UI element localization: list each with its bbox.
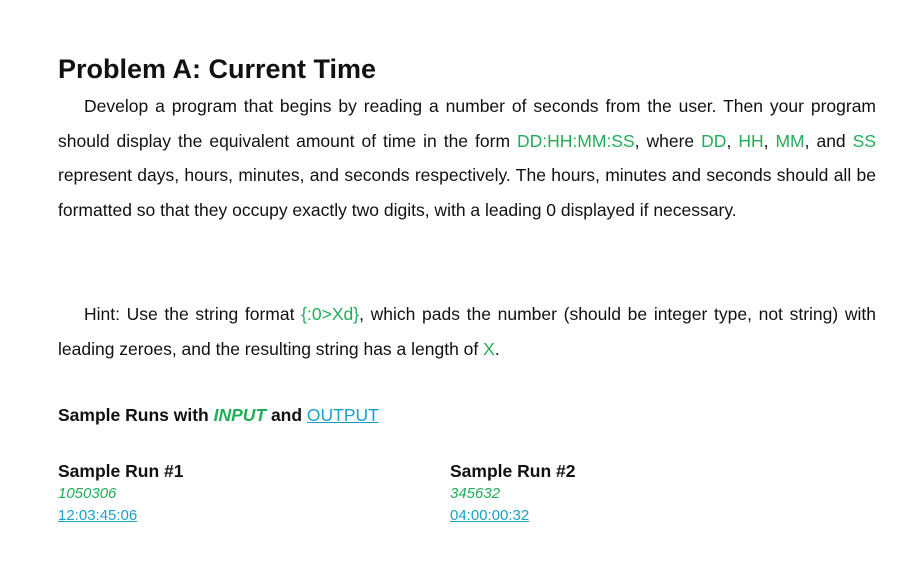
description-text-1: Develop a program that begins by reading a number of seconds from the user. Then your program should display the equivalent amount of time in the form	[58, 96, 876, 151]
heading-and: and	[266, 405, 307, 425]
hint-format-spec: {:0>Xd}	[301, 304, 360, 324]
hint-paragraph	[58, 297, 876, 366]
format-dd-hh-mm-ss: DD:HH:MM:SS	[517, 130, 635, 151]
separator-and: , and	[804, 130, 853, 151]
sample-run-1	[58, 459, 183, 527]
heading-prefix: Sample Runs with	[58, 405, 214, 425]
term-mm: MM	[775, 130, 805, 151]
sample-run-2	[450, 459, 575, 527]
heading-input-label: INPUT	[213, 405, 267, 425]
sample-runs-heading	[58, 405, 379, 426]
description-text-3: represent days, hours, minutes, and seconds respectively. The hours, minutes and seconds should all be formatted so that they occupy exactly two digits, with a leading 0 displayed if necessary.	[58, 165, 876, 220]
sample-run-title: Sample Run #1	[58, 461, 184, 481]
term-ss: SS	[852, 130, 877, 151]
sample-run-input: 1050306	[58, 485, 117, 502]
sample-run-output: 04:00:00:32	[450, 507, 530, 524]
separator-comma: ,	[726, 130, 739, 151]
hint-x: X	[483, 338, 495, 359]
term-dd: DD	[701, 130, 727, 151]
sample-run-title: Sample Run #2	[450, 461, 576, 481]
hint-text-2: , which pads the number (should be integer type, not string) with leading zeroes, and the resulting string has a length of	[58, 304, 876, 359]
sample-run-output: 12:03:45:06	[58, 507, 138, 524]
problem-title: Problem A: Current Time	[58, 54, 377, 84]
problem-description	[58, 89, 876, 227]
hint-period: .	[494, 338, 500, 359]
term-hh: HH	[738, 130, 764, 151]
hint-text-1: Hint: Use the string format	[84, 304, 302, 324]
sample-run-input: 345632	[450, 485, 501, 502]
separator-comma: ,	[763, 130, 776, 151]
heading-output-label: OUTPUT	[306, 405, 379, 425]
description-text-2: , where	[634, 130, 702, 151]
